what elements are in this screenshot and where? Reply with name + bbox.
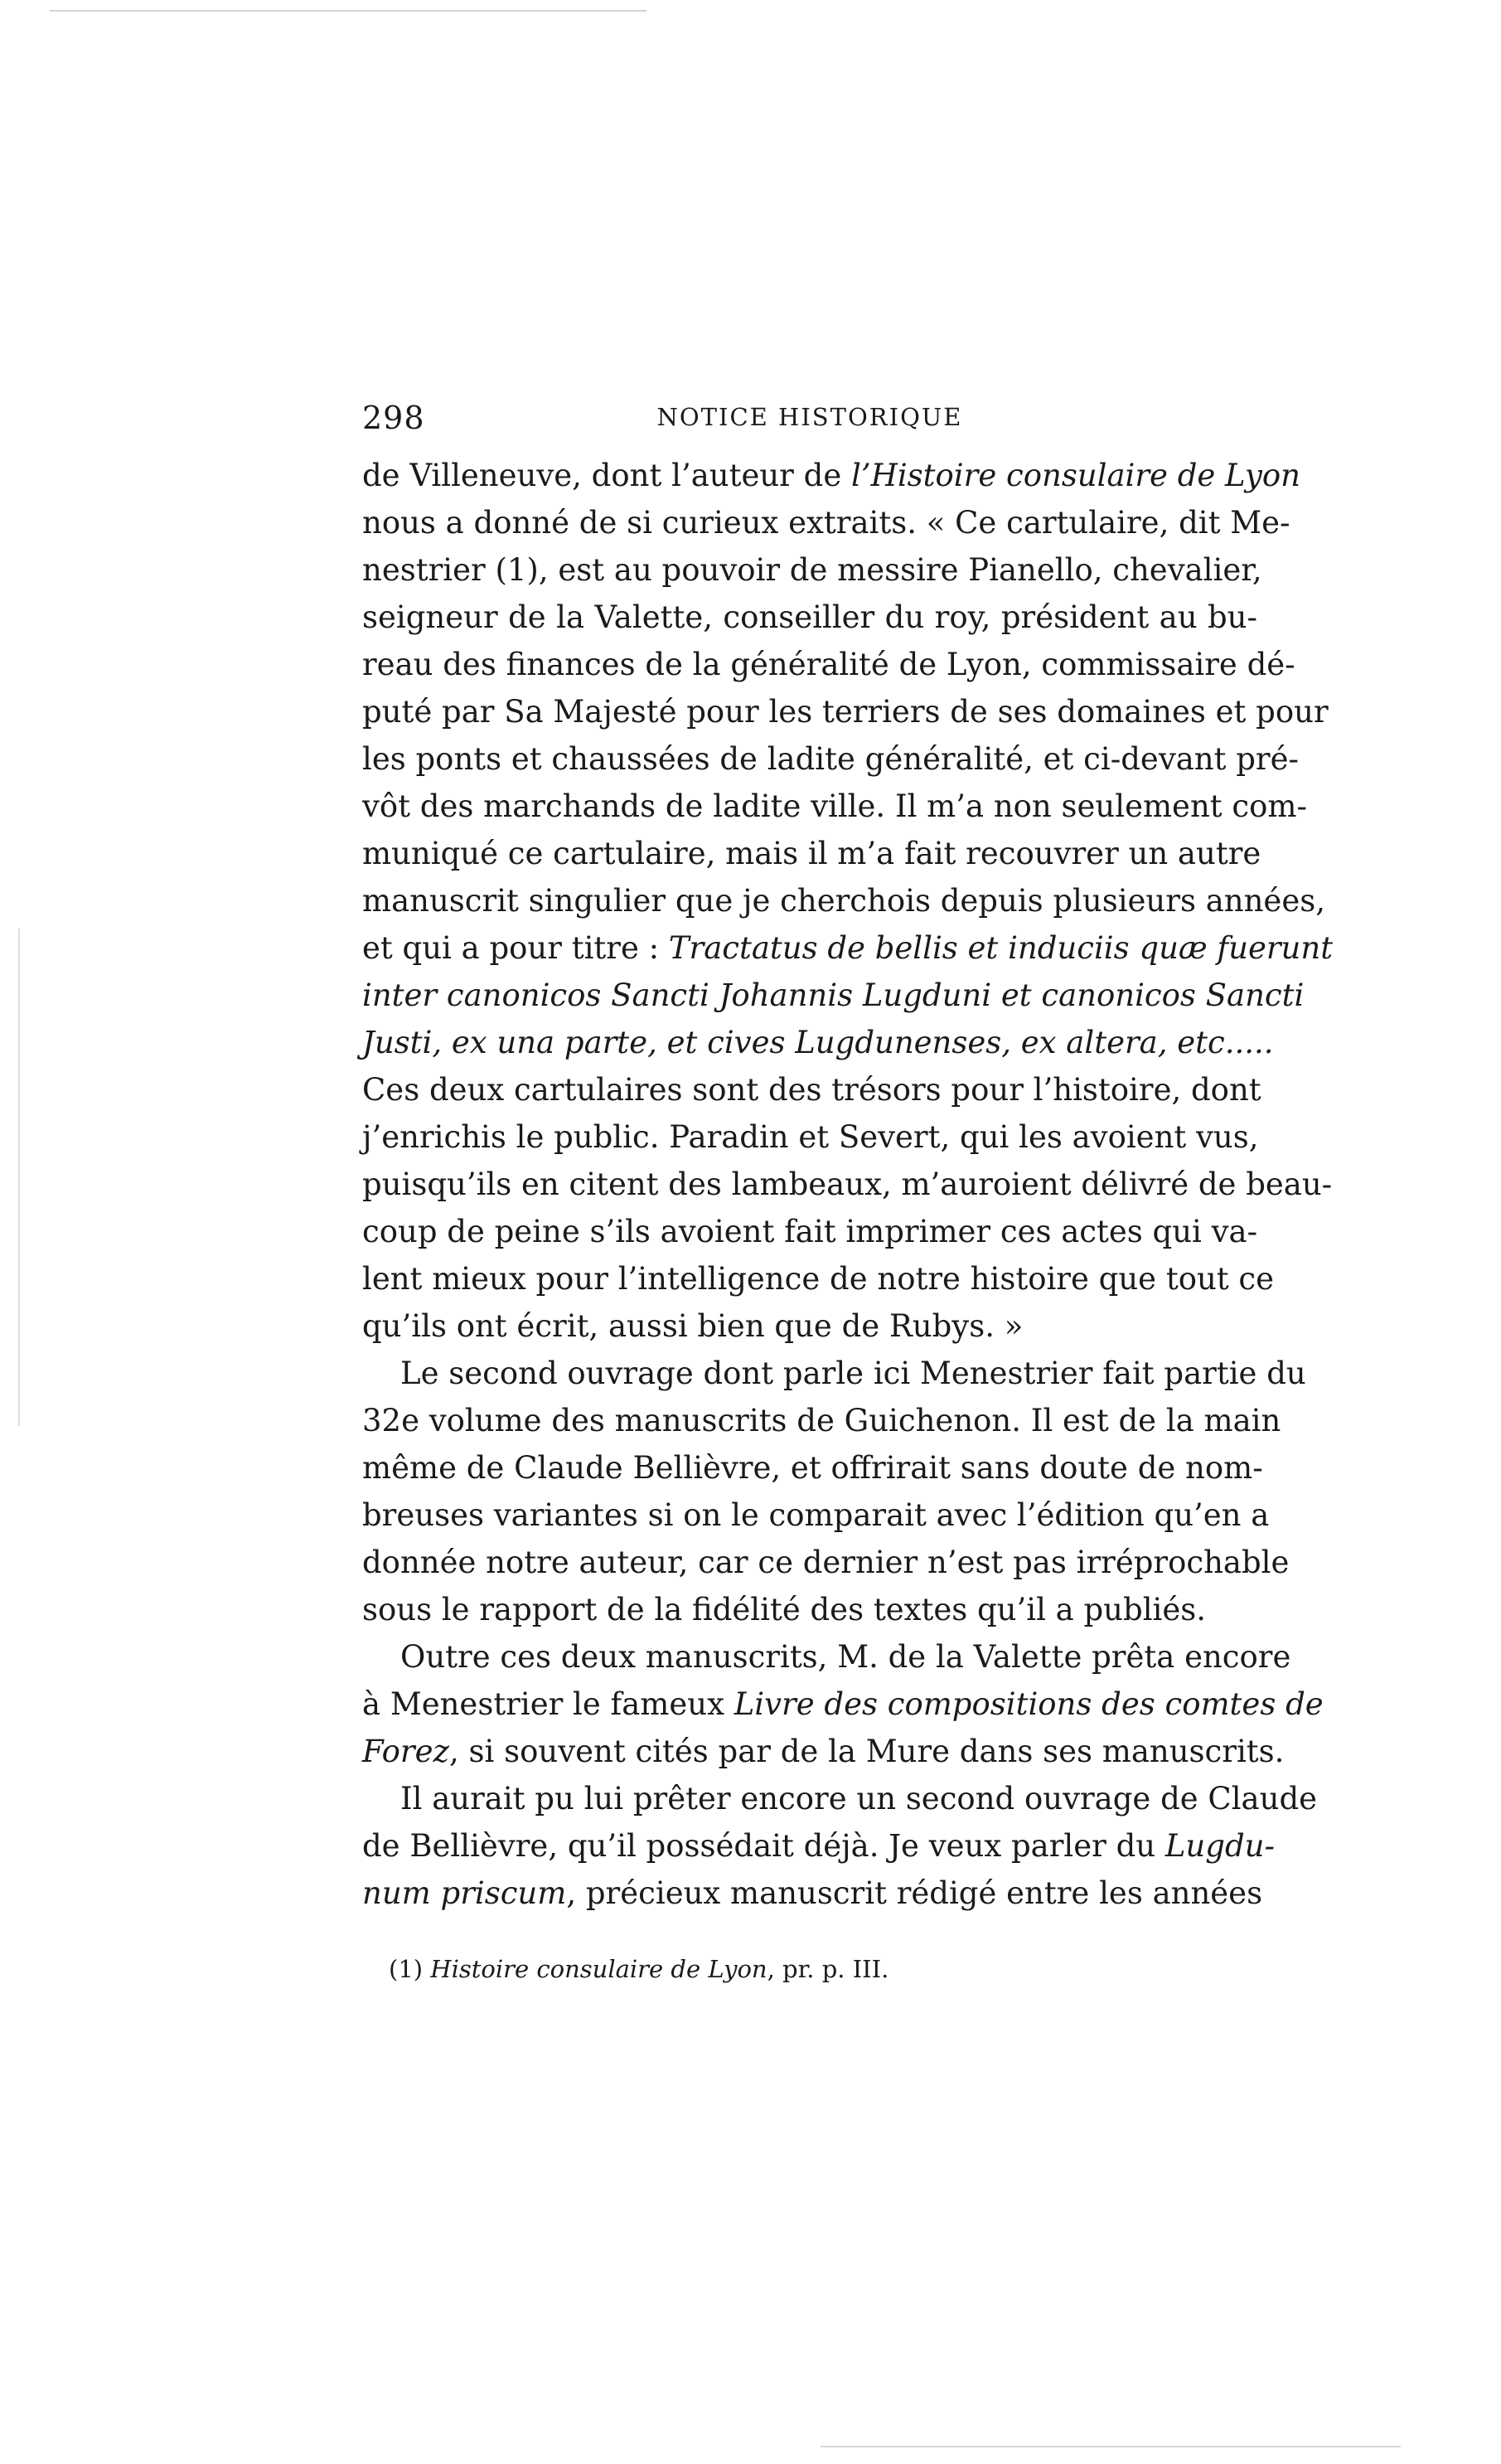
body-text xyxy=(362,452,1334,1917)
text-line: qu’ils ont écrit, aussi bien que de Rubys. » xyxy=(362,1308,1024,1344)
page-number: 298 xyxy=(362,400,425,436)
scan-artifact-top xyxy=(50,10,646,12)
running-title: NOTICE HISTORIQUE xyxy=(656,403,963,431)
text-line: coup de peine s’ils avoient fait imprimer ces actes qui va- xyxy=(362,1214,1258,1249)
text-line: de Bellièvre, qu’il possédait déjà. Je veux parler du Lugdu- xyxy=(362,1828,1275,1864)
text-line: lent mieux pour l’intelligence de notre histoire que tout ce xyxy=(362,1261,1275,1297)
text-line: même de Claude Bellièvre, et offrirait sans doute de nom- xyxy=(362,1450,1263,1486)
text-line: inter canonicos Sancti Johannis Lugduni et canonicos Sancti xyxy=(362,977,1305,1013)
text-line: muniqué ce cartulaire, mais il m’a fait recouvrer un autre xyxy=(362,836,1261,871)
text-line: j’enrichis le public. Paradin et Severt, qui les avoient vus, xyxy=(362,1119,1259,1155)
text-line: Justi, ex una parte, et cives Lugdunenses, ex altera, etc..... xyxy=(362,1025,1274,1060)
text-line: seigneur de la Valette, conseiller du roy, président au bu- xyxy=(362,599,1257,635)
text-line: vôt des marchands de ladite ville. Il m’a non seulement com- xyxy=(362,788,1307,824)
text-line: breuses variantes si on le comparait avec l’édition qu’en a xyxy=(362,1497,1270,1533)
text-line: les ponts et chaussées de ladite généralité, et ci-devant pré- xyxy=(362,741,1300,777)
text-line: de Villeneuve, dont l’auteur de l’Histoire consulaire de Lyon xyxy=(362,458,1300,493)
text-line: 32e volume des manuscrits de Guichenon. Il est de la main xyxy=(362,1403,1281,1438)
text-line: manuscrit singulier que je cherchois depuis plusieurs années, xyxy=(362,883,1325,919)
text-line: Il aurait pu lui prêter encore un second ouvrage de Claude xyxy=(400,1781,1318,1816)
text-line: donnée notre auteur, car ce dernier n’est pas irréprochable xyxy=(362,1545,1290,1580)
footnote: (1) Histoire consulaire de Lyon, pr. p. III. xyxy=(389,1955,889,1983)
text-line: Forez, si souvent cités par de la Mure dans ses manuscrits. xyxy=(362,1734,1285,1769)
text-line: et qui a pour titre : Tractatus de bellis et induciis quæ fuerunt xyxy=(362,930,1334,966)
text-line: Outre ces deux manuscrits, M. de la Valette prêta encore xyxy=(400,1639,1291,1675)
text-line: num priscum, précieux manuscrit rédigé entre les années xyxy=(362,1875,1263,1911)
running-head xyxy=(362,400,1257,449)
scan-artifact-left xyxy=(18,929,20,1426)
text-line: sous le rapport de la fidélité des textes qu’il a publiés. xyxy=(362,1592,1207,1627)
text-line: Le second ouvrage dont parle ici Menestrier fait partie du xyxy=(400,1356,1306,1391)
text-line: à Menestrier le fameux Livre des compositions des comtes de xyxy=(362,1686,1324,1722)
text-line: reau des finances de la généralité de Lyon, commissaire dé- xyxy=(362,647,1295,682)
text-line: Ces deux cartulaires sont des trésors pour l’histoire, dont xyxy=(362,1072,1261,1108)
text-line: puté par Sa Majesté pour les terriers de ses domaines et pour xyxy=(362,694,1329,730)
text-line: puisqu’ils en citent des lambeaux, m’auroient délivré de beau- xyxy=(362,1167,1333,1202)
text-line: nous a donné de si curieux extraits. « Ce cartulaire, dit Me- xyxy=(362,505,1290,541)
scan-artifact-bottom xyxy=(821,2446,1401,2447)
text-line: nestrier (1), est au pouvoir de messire Pianello, chevalier, xyxy=(362,552,1262,588)
